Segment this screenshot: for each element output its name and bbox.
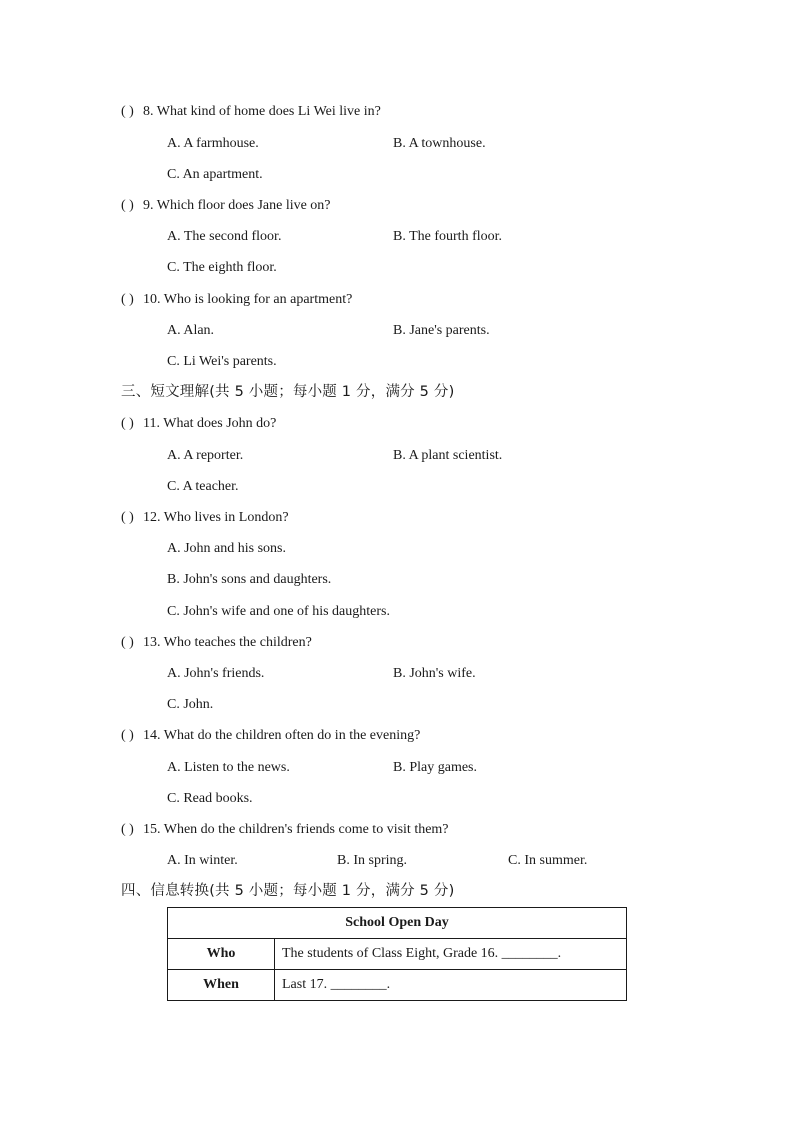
option-b: B. John's sons and daughters. <box>167 572 332 587</box>
answer-bracket[interactable]: ( ) <box>121 104 134 119</box>
question-12 <box>121 509 289 527</box>
table-header-row <box>168 908 627 939</box>
row-label-who: Who <box>168 939 275 970</box>
option-a: A. A reporter. <box>167 448 244 463</box>
option-c: C. The eighth floor. <box>167 260 277 275</box>
option-a: A. A farmhouse. <box>167 136 259 151</box>
question-8 <box>121 103 381 121</box>
option-b: B. A townhouse. <box>393 136 486 151</box>
question-text: 12. Who lives in London? <box>143 510 289 525</box>
answer-bracket[interactable]: ( ) <box>121 635 134 650</box>
question-13 <box>121 634 312 652</box>
question-text: 15. When do the children's friends come to visit them? <box>143 822 449 837</box>
table-title: School Open Day <box>168 908 627 939</box>
option-c: C. John's wife and one of his daughters. <box>167 604 390 619</box>
answer-bracket[interactable]: ( ) <box>121 822 134 837</box>
option-a: A. John's friends. <box>167 666 265 681</box>
option-b: B. John's wife. <box>393 666 476 681</box>
question-9 <box>121 197 331 215</box>
question-text: 9. Which floor does Jane live on? <box>143 198 331 213</box>
question-10 <box>121 291 352 309</box>
row-label-when: When <box>168 970 275 1001</box>
row-value-who[interactable]: The students of Class Eight, Grade 16. ________. <box>275 939 627 970</box>
answer-bracket[interactable]: ( ) <box>121 728 134 743</box>
question-text: 14. What do the children often do in the evening? <box>143 728 421 743</box>
question-11 <box>121 415 276 433</box>
table-row <box>168 970 627 1001</box>
question-15 <box>121 821 449 839</box>
option-b: B. A plant scientist. <box>393 448 503 463</box>
question-14 <box>121 727 420 745</box>
question-text: 11. What does John do? <box>143 416 277 431</box>
table-row <box>168 939 627 970</box>
row-value-when[interactable]: Last 17. ________. <box>275 970 627 1001</box>
option-c: C. In summer. <box>508 853 588 868</box>
option-c: C. John. <box>167 697 214 712</box>
question-text: 13. Who teaches the children? <box>143 635 312 650</box>
section-4-title: 四、信息转换(共 5 小题；每小题 1 分，满分 5 分) <box>121 883 455 899</box>
option-c: C. An apartment. <box>167 167 263 182</box>
answer-bracket[interactable]: ( ) <box>121 416 134 431</box>
answer-bracket[interactable]: ( ) <box>121 510 134 525</box>
answer-bracket[interactable]: ( ) <box>121 292 134 307</box>
question-text: 10. Who is looking for an apartment? <box>143 292 353 307</box>
question-text: 8. What kind of home does Li Wei live in? <box>143 104 381 119</box>
option-b: B. Play games. <box>393 760 477 775</box>
option-a: A. Alan. <box>167 323 215 338</box>
option-a: A. The second floor. <box>167 229 282 244</box>
option-c: C. Read books. <box>167 791 253 806</box>
option-b: B. In spring. <box>337 853 407 868</box>
option-c: C. A teacher. <box>167 479 239 494</box>
option-b: B. Jane's parents. <box>393 323 490 338</box>
option-a: A. Listen to the news. <box>167 760 290 775</box>
section-3-title: 三、短文理解(共 5 小题；每小题 1 分，满分 5 分) <box>121 384 455 400</box>
option-a: A. John and his sons. <box>167 541 287 556</box>
answer-bracket[interactable]: ( ) <box>121 198 134 213</box>
option-a: A. In winter. <box>167 853 238 868</box>
option-c: C. Li Wei's parents. <box>167 354 277 369</box>
info-table <box>167 907 627 1001</box>
option-b: B. The fourth floor. <box>393 229 503 244</box>
